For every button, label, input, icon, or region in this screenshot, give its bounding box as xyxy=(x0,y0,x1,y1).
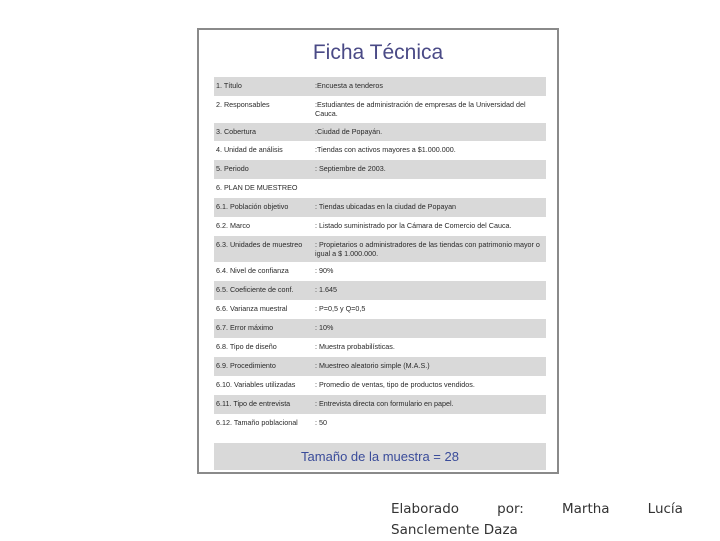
ficha-row-value: : Muestra probabilísticas. xyxy=(315,342,395,351)
ficha-row xyxy=(214,123,546,141)
ficha-row-key: 6.11. Tipo de entrevista xyxy=(216,399,291,408)
ficha-row-key: 6.7. Error máximo xyxy=(216,323,274,332)
ficha-row-key: 6.1. Población objetivo xyxy=(216,202,289,211)
ficha-row-key: 6.6. Varianza muestral xyxy=(216,304,288,313)
ficha-row-value: :Encuesta a tenderos xyxy=(315,81,383,90)
ficha-row-value: : 90% xyxy=(315,266,334,275)
ficha-row-key: 4. Unidad de análisis xyxy=(216,145,283,154)
ficha-row-key: 6.8. Tipo de diseño xyxy=(216,342,277,351)
ficha-row xyxy=(214,96,546,123)
ficha-row-key: 6. PLAN DE MUESTREO xyxy=(216,183,298,192)
ficha-row xyxy=(214,160,546,179)
ficha-row-value: : Entrevista directa con formulario en papel. xyxy=(315,399,454,408)
ficha-row-key: 5. Periodo xyxy=(216,164,249,173)
credit-word: por: xyxy=(497,501,524,517)
ficha-row-key: 6.2. Marco xyxy=(216,221,250,230)
ficha-row-key: 3. Cobertura xyxy=(216,127,256,136)
ficha-row-key: 6.4. Nivel de confianza xyxy=(216,266,289,275)
ficha-row-value: :Ciudad de Popayán. xyxy=(315,127,383,136)
credit-word: Martha xyxy=(561,501,610,517)
ficha-row-key: 6.3. Unidades de muestreo xyxy=(216,240,303,249)
ficha-row xyxy=(214,414,546,433)
ficha-row-value: : Muestreo aleatorio simple (M.A.S.) xyxy=(315,361,430,370)
credit-line-1 xyxy=(391,499,683,520)
ficha-row xyxy=(214,300,546,319)
ficha-tecnica-card xyxy=(197,28,559,474)
ficha-row xyxy=(214,376,546,395)
ficha-row xyxy=(214,77,546,96)
author-credit xyxy=(391,499,683,541)
sample-size-result: Tamaño de la muestra = 28 xyxy=(214,443,546,470)
ficha-row xyxy=(214,179,546,198)
ficha-row-value: : P=0,5 y Q=0,5 xyxy=(315,304,366,313)
ficha-row xyxy=(214,338,546,357)
ficha-row xyxy=(214,217,546,236)
ficha-row xyxy=(214,357,546,376)
ficha-row-value: : Propietarios o administradores de las tiendas con patrimonio mayor o igual a $ 1.000.000. xyxy=(315,240,540,258)
ficha-row-value: :Tiendas con activos mayores a $1.000.000. xyxy=(315,145,456,154)
ficha-row-value: : Listado suministrado por la Cámara de Comercio del Cauca. xyxy=(315,221,512,230)
ficha-row-key: 1. Título xyxy=(216,81,242,90)
credit-line-2: Sanclemente Daza xyxy=(391,522,518,538)
ficha-row-key: 6.5. Coeficiente de conf. xyxy=(216,285,294,294)
credit-word: Lucía xyxy=(647,501,683,517)
ficha-title: Ficha Técnica xyxy=(312,41,444,64)
ficha-row-value: : Tiendas ubicadas en la ciudad de Popayan xyxy=(315,202,457,211)
ficha-row-value: : Promedio de ventas, tipo de productos vendidos. xyxy=(315,380,475,389)
ficha-row-value: : Septiembre de 2003. xyxy=(315,164,386,173)
ficha-row xyxy=(214,236,546,262)
ficha-row-value: : 10% xyxy=(315,323,334,332)
ficha-row xyxy=(214,262,546,281)
ficha-row-key: 6.10. Variables utilizadas xyxy=(216,380,296,389)
ficha-row xyxy=(214,281,546,300)
ficha-row-value: :Estudiantes de administración de empresas de la Universidad del Cauca. xyxy=(315,100,526,118)
ficha-row xyxy=(214,198,546,217)
ficha-rows xyxy=(214,77,546,444)
ficha-row-key: 6.12. Tamaño poblacional xyxy=(216,418,298,427)
credit-word: Elaborado xyxy=(391,501,460,517)
ficha-row-value: : 1.645 xyxy=(315,285,337,294)
ficha-row-key: 2. Responsables xyxy=(216,100,270,109)
ficha-row-value: : 50 xyxy=(315,418,327,427)
ficha-row xyxy=(214,395,546,414)
ficha-row-key: 6.9. Procedimiento xyxy=(216,361,276,370)
ficha-row xyxy=(214,319,546,338)
ficha-row xyxy=(214,141,546,160)
